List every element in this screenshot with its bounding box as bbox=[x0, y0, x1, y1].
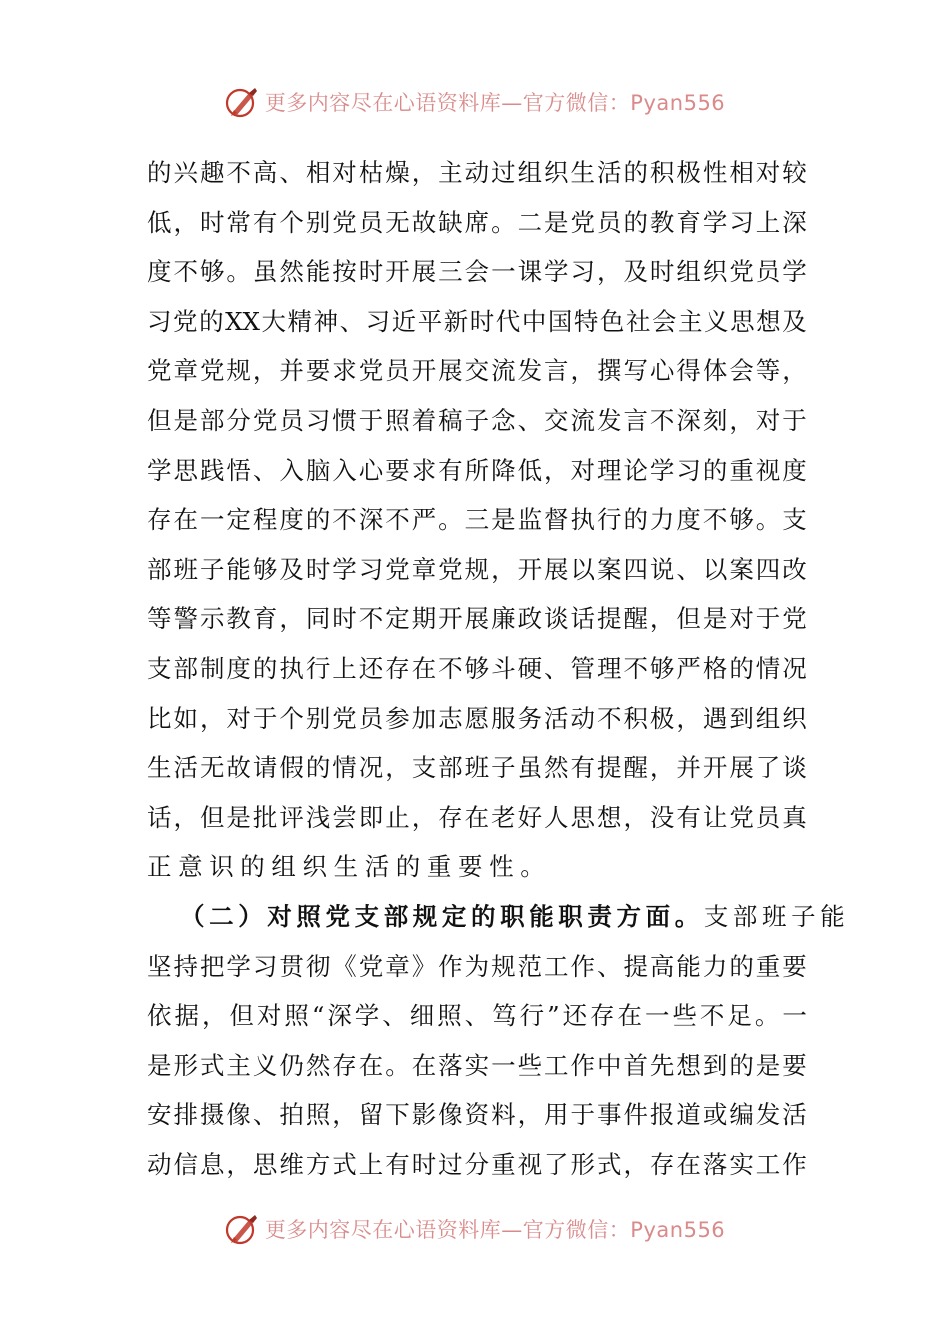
text-line: 度 不 够 。 虽 然 能 按 时 开 展 三 会 一 课 学 习 ， 及 时 组 织 党 员 学 bbox=[147, 257, 807, 287]
text-line: 话 ， 但 是 批 评 浅 尝 即 止 ， 存 在 老 好 人 思 想 ， 没 有 让 党 员 真 bbox=[147, 802, 807, 832]
text-line: 存 在 一 定 程 度 的 不 深 不 严 。 三 是 监 督 执 行 的 力 度 不 够 。 支 bbox=[147, 505, 807, 535]
pen-logo-icon bbox=[225, 1212, 259, 1246]
document-body bbox=[147, 148, 850, 1189]
text-line: 的 兴 趣 不 高 、 相 对 枯 燥 ， 主 动 过 组 织 生 活 的 积 极 性 相 对 较 bbox=[147, 158, 807, 187]
text-line: 等 警 示 教 育 ， 同 时 不 定 期 开 展 廉 政 谈 话 提 醒 ， 但 是 对 于 党 bbox=[147, 604, 807, 634]
header-watermark bbox=[0, 82, 950, 122]
text-line: 依 据 ， 但 对 照 “ 深 学 、 细 照 、 笃 行 ” 还 存 在 一 些 不 足 。 一 bbox=[147, 1001, 807, 1031]
text-line: 支 部 制 度 的 执 行 上 还 存 在 不 够 斗 硬 、 管 理 不 够 严 格 的 情 况 bbox=[147, 653, 807, 683]
text-line: 低 ， 时 常 有 个 别 党 员 无 故 缺 席 。 二 是 党 员 的 教 育 学 习 上 深 bbox=[147, 207, 807, 237]
text-line: 学 思 践 悟 、 入 脑 入 心 要 求 有 所 降 低 ， 对 理 论 学 习 的 重 视 度 bbox=[147, 455, 807, 485]
text-line: 生 活 无 故 请 假 的 情 况 ， 支 部 班 子 虽 然 有 提 醒 ， 并 开 展 了 谈 bbox=[147, 753, 807, 783]
footer-watermark-text: 更多内容尽在心语资料库—官方微信：Pyan556 bbox=[264, 1218, 726, 1242]
section-heading: （二）对照党支部规定的职能职责方面。 bbox=[180, 901, 704, 931]
text-line: 部 班 子 能 够 及 时 学 习 党 章 党 规 ， 开 展 以 案 四 说 、 以 案 四 改 bbox=[147, 554, 807, 584]
text-line: 习 党 的 XX 大 精 神 、 习 近 平 新 时 代 中 国 特 色 社 会 主 义 思 想 及 bbox=[147, 306, 807, 336]
text-line: 坚 持 把 学 习 贯 彻 《 党 章 》 作 为 规 范 工 作 、 提 高 能 力 的 重 要 bbox=[147, 951, 807, 981]
text-line-last: 正意识的组织生活的重要性。 bbox=[147, 852, 552, 882]
footer-watermark bbox=[0, 1209, 950, 1249]
text-line: 动 信 息 ， 思 维 方 式 上 有 时 过 分 重 视 了 形 式 ， 存 在 落 实 工 作 bbox=[147, 1149, 807, 1179]
header-watermark-text: 更多内容尽在心语资料库—官方微信：Pyan556 bbox=[264, 91, 726, 115]
pen-logo-icon bbox=[225, 85, 259, 119]
text-line: 安 排 摄 像 、 拍 照 ， 留 下 影 像 资 料 ， 用 于 事 件 报 道 或 编 发 活 bbox=[147, 1100, 807, 1130]
section-first-line-rest: 支部班子能 bbox=[703, 901, 850, 931]
text-line: 党 章 党 规 ， 并 要 求 党 员 开 展 交 流 发 言 ， 撰 写 心 得 体 会 等 ， bbox=[147, 356, 807, 386]
section-first-line bbox=[147, 892, 850, 942]
text-line: 比 如 ， 对 于 个 别 党 员 参 加 志 愿 服 务 活 动 不 积 极 ， 遇 到 组 织 bbox=[147, 703, 807, 733]
text-line: 但 是 部 分 党 员 习 惯 于 照 着 稿 子 念 、 交 流 发 言 不 深 刻 ， 对 于 bbox=[147, 405, 807, 435]
text-line: 是 形 式 主 义 仍 然 存 在 。 在 落 实 一 些 工 作 中 首 先 想 到 的 是 要 bbox=[147, 1050, 807, 1080]
